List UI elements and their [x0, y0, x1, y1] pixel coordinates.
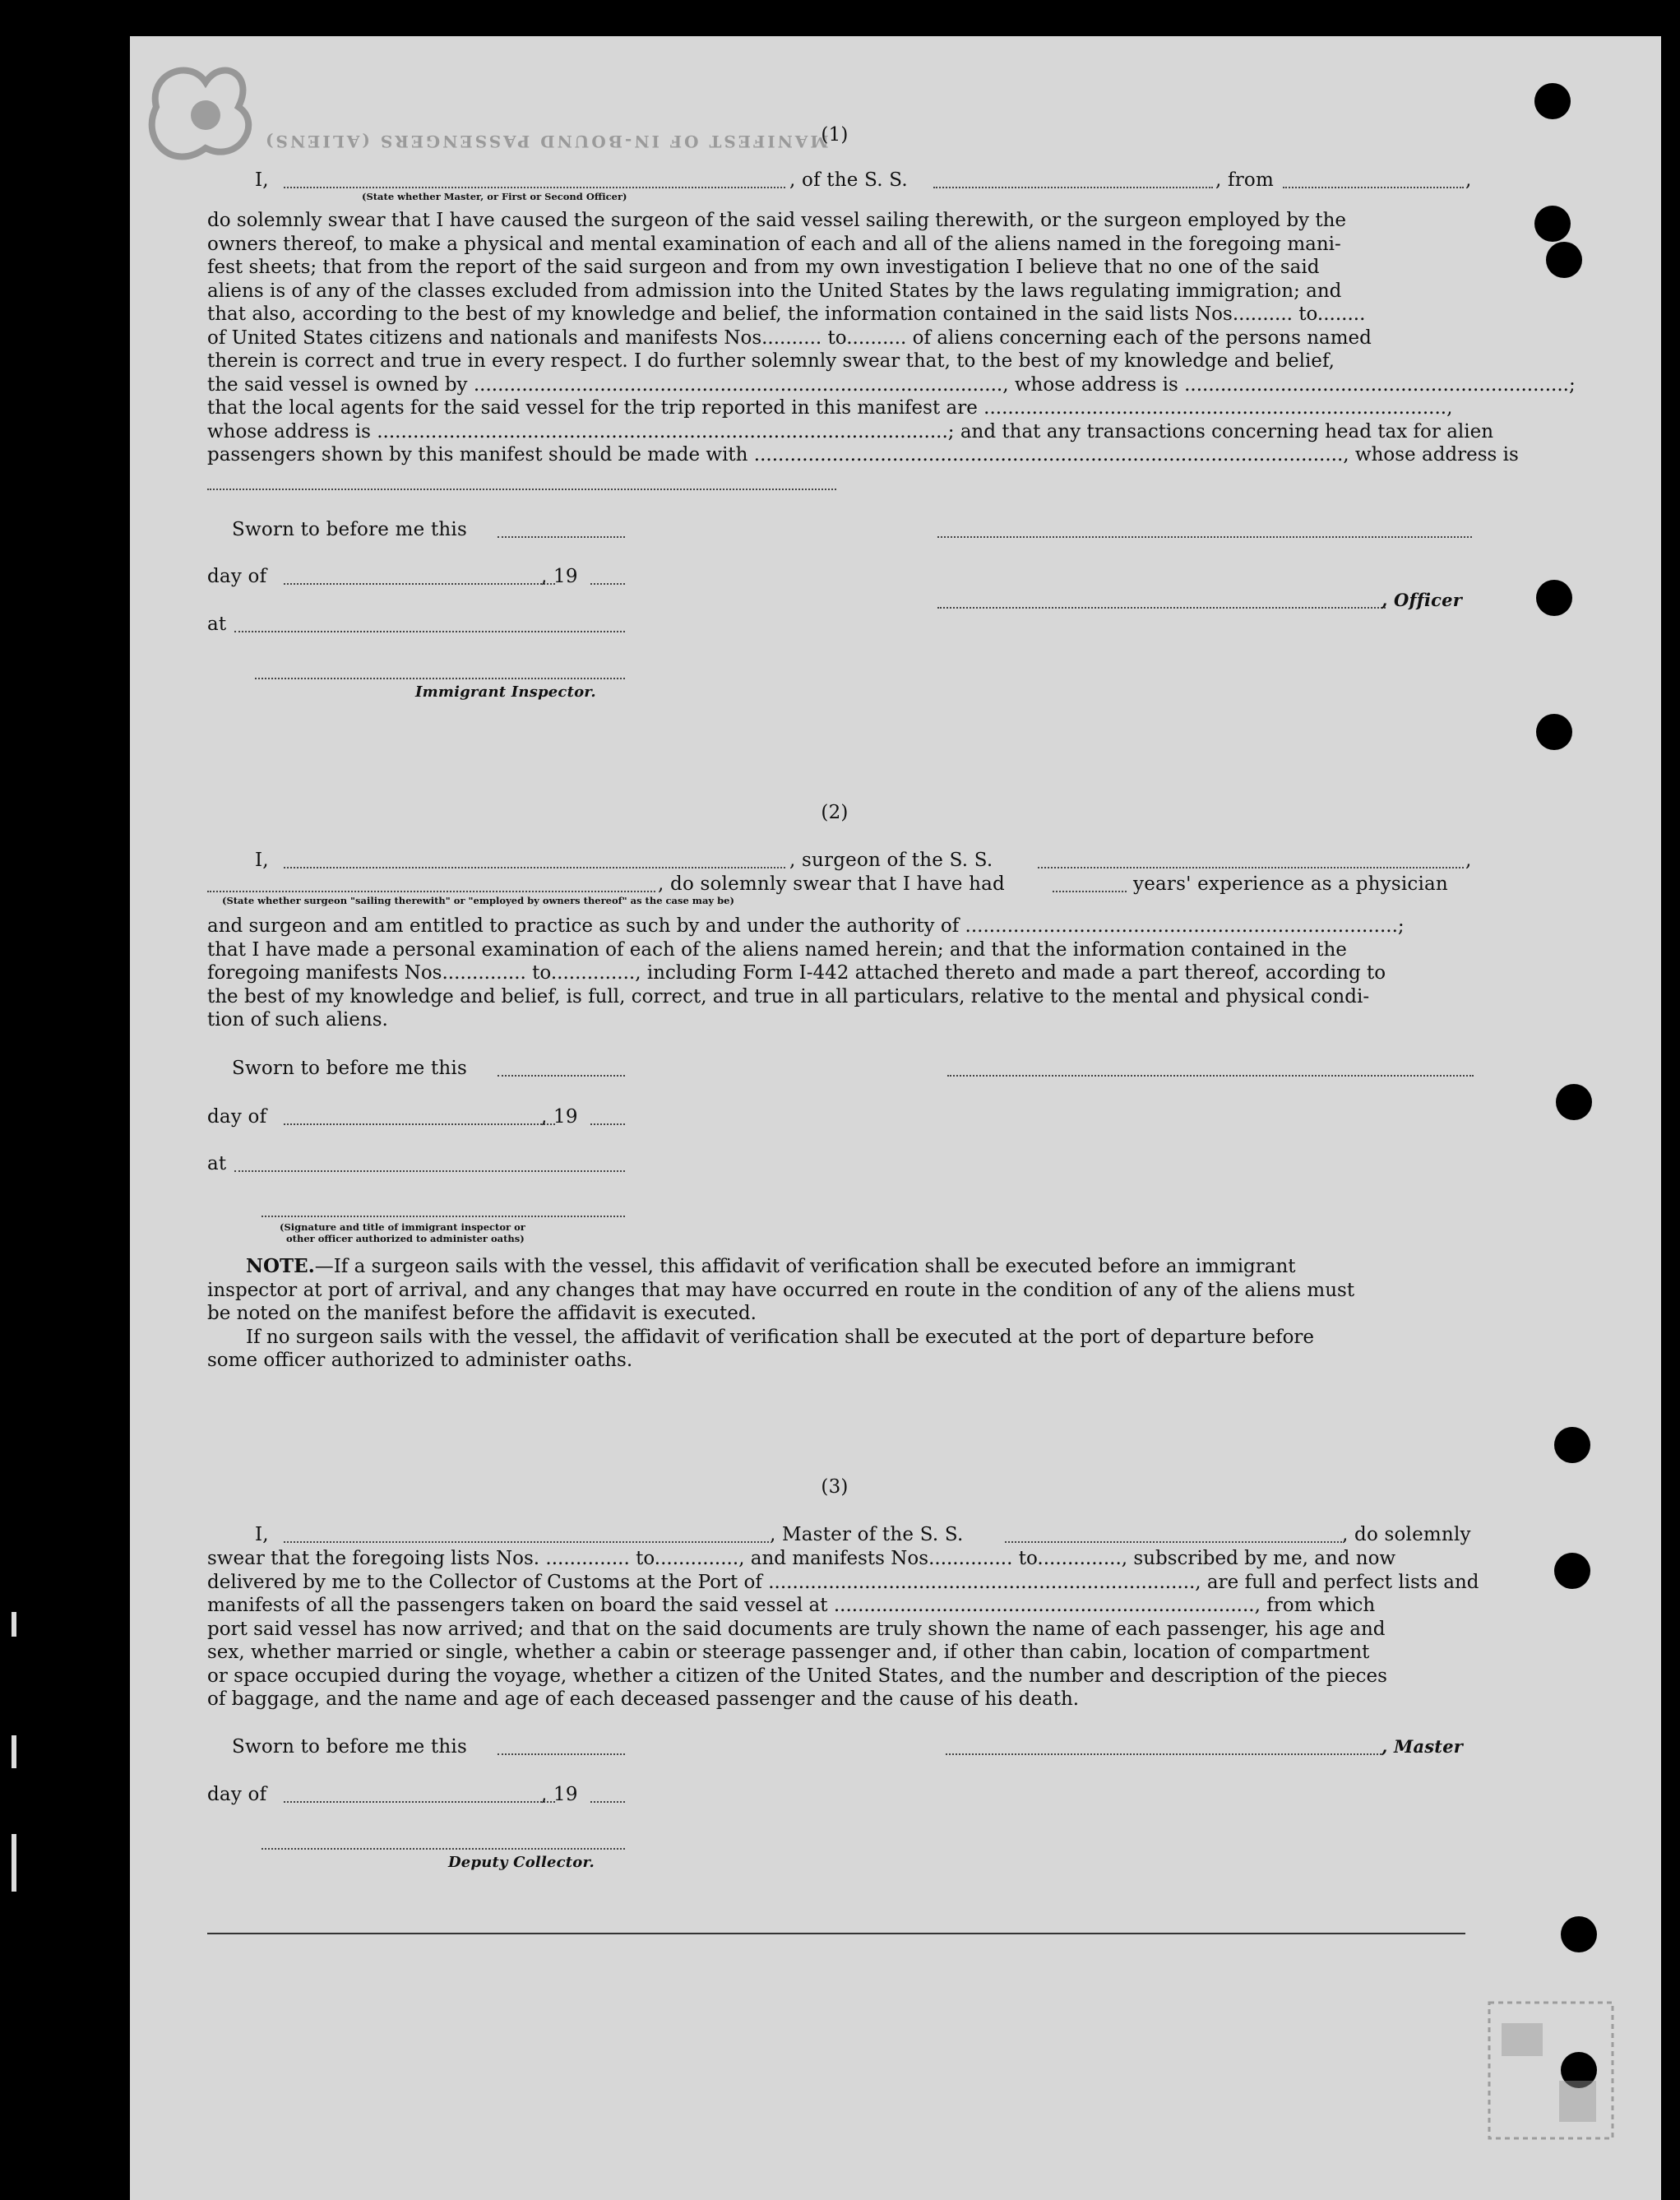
s3-line: delivered by me to the Collector of Customs at the Port of ......................................................................., are full and perfect lists and: [207, 1571, 1479, 1593]
s1-year: , 19: [541, 566, 578, 587]
s2-line: that I have made a personal examination of each of the aliens named herein; and that the information contained in the: [207, 938, 1347, 961]
section-1-number: (1): [821, 124, 849, 146]
s1-line: therein is correct and true in every respect. I do further solemnly swear that, to the best of my knowledge and belief,: [207, 350, 1335, 372]
s3-sworn: Sworn to before me this: [232, 1736, 467, 1758]
s1-line: aliens is of any of the classes excluded from admission into the United States by the laws regulating immigration; and: [207, 280, 1342, 302]
s3-year-field[interactable]: [590, 1801, 625, 1803]
s1-at: at: [207, 614, 227, 635]
bottom-rule: [207, 1933, 1465, 1934]
section-3-number: (3): [821, 1476, 849, 1498]
edge-mark: [12, 1612, 16, 1637]
s1-note: (State whether Master, or First or Second Officer): [362, 191, 627, 202]
s3-master-of: , Master of the S. S.: [770, 1524, 964, 1545]
bleed-through-text: MANIFEST OF IN-BOUND PASSENGERS (ALIENS): [263, 132, 829, 151]
s2-note-line: be noted on the manifest before the affidavit is executed.: [207, 1303, 757, 1324]
s1-at-field[interactable]: [234, 631, 625, 632]
s1-line: of United States citizens and nationals and manifests Nos.......... to.......... of aliens concerning each of the persons named: [207, 327, 1372, 349]
s3-vessel-field[interactable]: [1005, 1541, 1342, 1543]
s2-note-line: [207, 1255, 1474, 1279]
s3-name-field[interactable]: [284, 1541, 769, 1543]
s2-year: , 19: [541, 1106, 578, 1128]
s2-at-field[interactable]: [234, 1170, 625, 1172]
s1-line: passengers shown by this manifest should be made with .................................................................................................., whose address is: [207, 444, 1519, 465]
s2-line: the best of my knowledge and belief, is full, correct, and true in all particulars, relative to the mental and physical condi-: [207, 985, 1370, 1007]
punch-hole: [1534, 83, 1571, 119]
edge-mark: [12, 1834, 16, 1892]
s2-note-block: [207, 1255, 1474, 1373]
punch-hole: [1556, 1084, 1592, 1120]
s3-line: swear that the foregoing lists Nos. .............. to.............., and manifests Nos.............. to.............., subscribed by me, and now: [207, 1548, 1396, 1569]
s3-year: , 19: [541, 1784, 578, 1805]
s2-day-field[interactable]: [284, 1123, 555, 1125]
punch-hole: [1536, 714, 1572, 750]
s3-I: I,: [255, 1524, 269, 1545]
s2-note-line: some officer authorized to administer oaths.: [207, 1350, 633, 1371]
s3-collector-signature[interactable]: [261, 1848, 625, 1850]
s1-signature-field[interactable]: [937, 536, 1472, 538]
s1-vessel-field[interactable]: [933, 187, 1213, 188]
s2-line: tion of such aliens.: [207, 1009, 388, 1031]
punch-hole: [1536, 580, 1572, 616]
punch-hole: [1546, 242, 1582, 278]
s1-sworn-field[interactable]: [498, 536, 625, 538]
s1-line: fest sheets; that from the report of the said surgeon and from my own investigation I believe that no one of the said: [207, 257, 1320, 278]
punch-hole: [1561, 1916, 1597, 1952]
s2-note-line: inspector at port of arrival, and any changes that may have occurred en route in the condition of any of the aliens must: [207, 1279, 1355, 1301]
s2-comma: ,: [1465, 850, 1472, 871]
s2-year-field[interactable]: [590, 1123, 625, 1125]
s1-line: the said vessel is owned by ........................................................................................, whose address is ................................................................;: [207, 373, 1576, 396]
s1-from: , from: [1215, 169, 1274, 191]
ink-stamp: [140, 58, 271, 173]
s3-line: or space occupied during the voyage, whether a citizen of the United States, and the number and description of the pieces: [207, 1665, 1387, 1687]
s2-signature-field[interactable]: [947, 1075, 1474, 1077]
s1-year-field[interactable]: [590, 583, 625, 585]
s1-I: I,: [255, 169, 269, 191]
s1-line: that the local agents for the said vessel for the trip reported in this manifest are .............................................................................,: [207, 397, 1453, 419]
s2-line: foregoing manifests Nos.............. to.............., including Form I-442 attached thereto and made a part thereof, according to: [207, 962, 1386, 984]
punch-hole: [1554, 1427, 1590, 1463]
s2-line: and surgeon and am entitled to practice as such by and under the authority of ........................................................................;: [207, 915, 1405, 937]
s3-collector-label: Deputy Collector.: [448, 1854, 595, 1871]
s1-line: do solemnly swear that I have caused the surgeon of the said vessel sailing therewith, or the surgeon employed by the: [207, 210, 1347, 231]
edge-mark: [12, 1735, 16, 1768]
s3-day-of: day of: [207, 1784, 267, 1805]
punch-hole: [1554, 1553, 1590, 1589]
s1-of-ss: , of the S. S.: [789, 169, 908, 191]
s1-line: that also, according to the best of my knowledge and belief, the information contained in the said lists Nos.......... to........: [207, 303, 1366, 325]
faded-stamp: [1485, 1999, 1617, 2142]
punch-hole: [1534, 206, 1571, 242]
s3-line: port said vessel has now arrived; and that on the said documents are truly shown the name of each passenger, his age and: [207, 1618, 1386, 1640]
s2-day-of: day of: [207, 1106, 267, 1128]
s3-sworn-field[interactable]: [498, 1753, 625, 1755]
s1-inspector-signature[interactable]: [255, 678, 625, 679]
s3-line: of baggage, and the name and age of each deceased passenger and the cause of his death.: [207, 1688, 1080, 1710]
s2-body: [207, 915, 1474, 1032]
s2-inspector-signature[interactable]: [261, 1216, 625, 1217]
s2-at: at: [207, 1153, 227, 1174]
s3-line: manifests of all the passengers taken on board the said vessel at ......................................................................, from which: [207, 1595, 1376, 1616]
s3-master-signature[interactable]: [946, 1753, 1381, 1755]
s3-body: [207, 1547, 1479, 1711]
s2-sworn: Sworn to before me this: [232, 1058, 467, 1079]
section-2-number: (2): [821, 802, 849, 823]
s1-comma: ,: [1465, 169, 1472, 191]
s1-sworn: Sworn to before me this: [232, 519, 467, 540]
s2-sworn-field[interactable]: [498, 1075, 625, 1077]
s1-officer-label: , Officer: [1381, 590, 1462, 610]
s2-I: I,: [255, 850, 269, 871]
s1-day-of: day of: [207, 566, 267, 587]
s1-line: whose address is ...............................................................................................; and that any transactions concerning head tax for alien: [207, 420, 1494, 442]
s2-note: (State whether surgeon "sailing therewith" or "employed by owners thereof" as the case may be): [222, 895, 734, 906]
s2-note-text: —If a surgeon sails with the vessel, this affidavit of verification shall be executed before an immigrant: [314, 1256, 1296, 1277]
s2-note-label: NOTE.: [246, 1255, 315, 1277]
s2-status-field[interactable]: [207, 891, 655, 892]
s2-vessel-field[interactable]: [1038, 867, 1464, 868]
s3-line: sex, whether married or single, whether a cabin or steerage passenger and, if other than cabin, location of compartment: [207, 1642, 1370, 1663]
s1-officer-field[interactable]: [937, 607, 1386, 609]
s2-sig-note: other officer authorized to administer oaths): [286, 1233, 525, 1244]
s1-body: [207, 209, 1576, 467]
s2-years-field[interactable]: [1053, 891, 1127, 892]
s2-note-line: If no surgeon sails with the vessel, the affidavit of verification shall be executed at the port of departure before: [246, 1326, 1315, 1348]
s1-name-field[interactable]: [284, 187, 785, 188]
s1-from-field[interactable]: [1283, 187, 1464, 188]
s1-agent-address-field[interactable]: [207, 489, 836, 490]
s1-line: owners thereof, to make a physical and mental examination of each and all of the aliens named in the foregoing mani-: [207, 233, 1341, 255]
s1-day-field[interactable]: [284, 583, 555, 585]
s2-surgeon-of: , surgeon of the S. S.: [789, 850, 993, 871]
s1-inspector-label: Immigrant Inspector.: [415, 683, 596, 701]
s2-years-label: years' experience as a physician: [1133, 873, 1448, 895]
s2-name-field[interactable]: [284, 867, 785, 868]
s3-solemnly: , do solemnly: [1342, 1524, 1471, 1545]
s3-day-field[interactable]: [284, 1801, 555, 1803]
s2-sig-note: (Signature and title of immigrant inspector or: [280, 1221, 525, 1233]
s2-swear: , do solemnly swear that I have had: [658, 873, 1005, 895]
s3-master-label: , Master: [1381, 1736, 1464, 1757]
